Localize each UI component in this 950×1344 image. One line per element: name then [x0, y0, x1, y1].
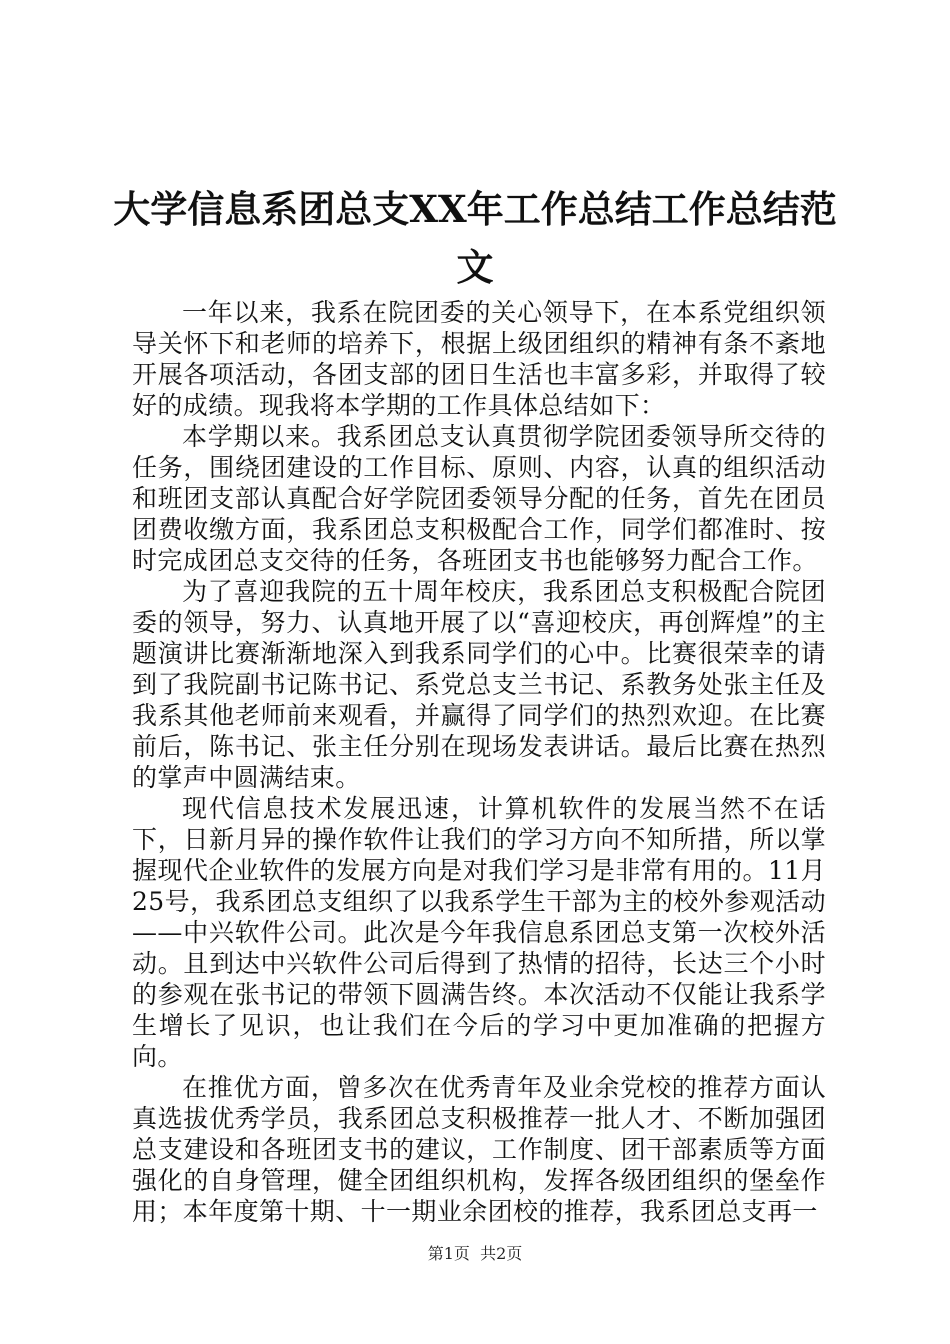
document-title: 大学信息系团总支XX年工作总结工作总结范文	[113, 187, 837, 289]
paragraph-5: 在推优方面，曾多次在优秀青年及业余党校的推荐方面认真选拔优秀学员，我系团总支积极推荐一批人才、不断加强团总支建设和各班团支书的建议，工作制度、团干部素质等方面强化的自身管理，健全团组织机构，发挥各级团组织的堡垒作用；本年度第十期、十一期业余团校的推荐，我系团总支再一	[132, 1073, 826, 1226]
paragraph-3: 为了喜迎我院的五十周年校庆，我系团总支积极配合院团委的领导，努力、认真地开展了以“喜迎校庆，再创辉煌”的主题演讲比赛渐渐地深入到我系同学们的心中。比赛很荣幸的请到了我院副书记陈书记、系党总支兰书记、系教务处张主任及我系其他老师前来观看，并赢得了同学们的热烈欢迎。在比赛前后，陈书记、张主任分别在现场发表讲话。最后比赛在热烈的掌声中圆满结束。	[132, 577, 826, 792]
page-number: 第1页	[427, 1244, 470, 1263]
paragraph-1: 一年以来，我系在院团委的关心领导下，在本系党组织领导关怀下和老师的培养下，根据上级团组织的精神有条不紊地开展各项活动，各团支部的团日生活也丰富多彩，并取得了较好的成绩。现我将本学期的工作具体总结如下：	[132, 298, 826, 420]
page-footer	[0, 1244, 950, 1264]
page-total: 共2页	[480, 1244, 523, 1263]
paragraph-2: 本学期以来。我系团总支认真贯彻学院团委领导所交待的任务，围绕团建设的工作目标、原则、内容，认真的组织活动和班团支部认真配合好学院团委领导分配的任务，首先在团员团费收缴方面，我系团总支积极配合工作，同学们都准时、按时完成团总支交待的任务，各班团支书也能够努力配合工作。	[132, 422, 826, 575]
document-body	[132, 297, 826, 1227]
paragraph-4: 现代信息技术发展迅速，计算机软件的发展当然不在话下，日新月异的操作软件让我们的学习方向不知所措，所以掌握现代企业软件的发展方向是对我们学习是非常有用的。11月25号，我系团总支组织了以我系学生干部为主的校外参观活动——中兴软件公司。此次是今年我信息系团总支第一次校外活动。且到达中兴软件公司后得到了热情的招待，长达三个小时的参观在张书记的带领下圆满告终。本次活动不仅能让我系学生增长了见识，也让我们在今后的学习中更加准确的把握方向。	[132, 794, 826, 1071]
